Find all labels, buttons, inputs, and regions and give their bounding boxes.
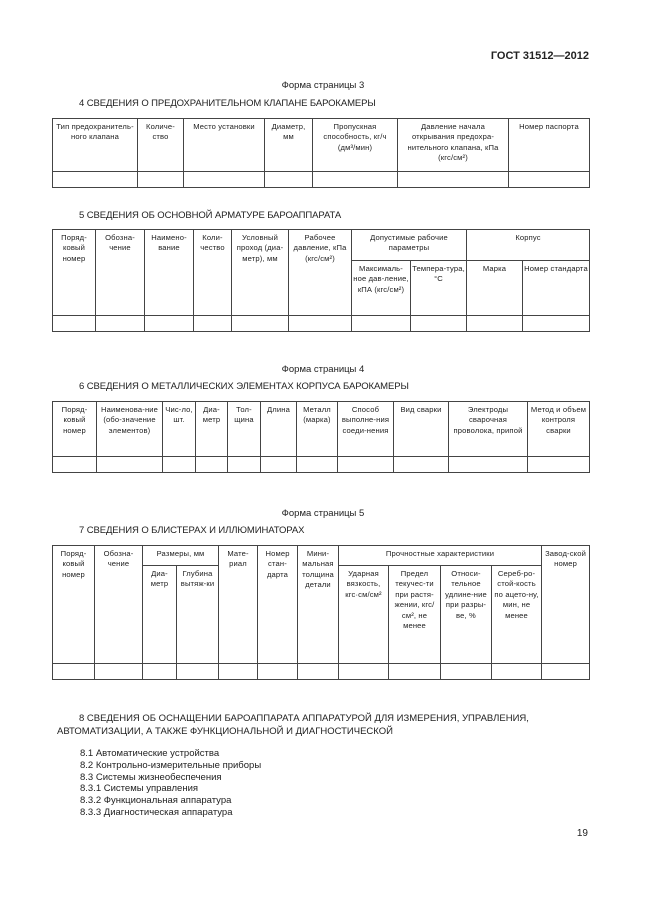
header-cell: Наименова-ние (обо-значение элементов) [97, 402, 163, 457]
header-cell: Номер стандарта [523, 261, 590, 316]
header-cell: Обозна-чение [96, 230, 145, 316]
header-cell: Тип предохранитель-ного клапана [53, 119, 138, 172]
section-8-title: 8 СВЕДЕНИЯ ОБ ОСНАЩЕНИИ БАРОАППАРАТА АППАРАТУРОЙ ДЛЯ ИЗМЕРЕНИЯ, УПРАВЛЕНИЯ, АВТОМАТИЗАЦИИ, А ТАКЖЕ ФУНКЦИОНАЛЬНОЙ И ДИАГНОСТИЧЕСКОЙ [57, 713, 529, 737]
header-cell: Диа-метр [143, 566, 177, 664]
list-item: 8.1 Автоматические устройства [80, 748, 220, 759]
table-row [53, 664, 590, 680]
header-cell: Количе-ство [138, 119, 184, 172]
section-8-list [80, 748, 261, 819]
header-cell: Метод и объем контроля сварки [528, 402, 590, 457]
header-cell: Поряд-ковый номер [53, 402, 97, 457]
header-cell: Обозна-чение [95, 546, 143, 664]
header-cell: Предел текучес-ти при растя-жении, кгс/см², не менее [389, 566, 441, 664]
header-cell: Диа-метр [196, 402, 228, 457]
header-cell: Рабочее давление, кПа (кгс/см²) [289, 230, 352, 316]
header-cell: Пропускная способность, кг/ч (дм³/мин) [313, 119, 398, 172]
header-cell: Коли-чество [194, 230, 232, 316]
section-4-title: 4 СВЕДЕНИЯ О ПРЕДОХРАНИТЕЛЬНОМ КЛАПАНЕ БАРОКАМЕРЫ [79, 98, 376, 109]
header-cell: Глубина вытяж-ки [177, 566, 219, 664]
header-cell: Мате-риал [219, 546, 258, 664]
header-group-cell: Прочностные характеристики [339, 546, 542, 566]
header-cell: Наимено-вание [145, 230, 194, 316]
list-item: 8.3.2 Функциональная аппаратура [80, 795, 232, 807]
header-cell: Мини-мальная толщина детали [298, 546, 339, 664]
header-cell: Давление начала открывания предохра-нительного клапана, кПа (кгс/см²) [398, 119, 509, 172]
table-row [53, 457, 590, 473]
header-cell: Вид сварки [394, 402, 449, 457]
table-row [53, 316, 590, 332]
header-cell: Номер стан-дарта [258, 546, 298, 664]
section-5-title: 5 СВЕДЕНИЯ ОБ ОСНОВНОЙ АРМАТУРЕ БАРОАППАРАТА [79, 210, 342, 221]
header-cell: Сереб-ро-стой-кость по ацето-ну, мин, не менее [492, 566, 542, 664]
section-7-title: 7 СВЕДЕНИЯ О БЛИСТЕРАХ И ИЛЛЮМИНАТОРАХ [79, 525, 305, 536]
form-caption-5: Форма страницы 5 [281, 508, 365, 519]
header-cell: Темпера-тура, °С [411, 261, 467, 316]
header-cell: Марка [467, 261, 523, 316]
header-group-cell: Корпус [467, 230, 590, 261]
header-cell: Диаметр, мм [265, 119, 313, 172]
header-cell: Максималь-ное дав-ление, кПА (кгс/см²) [352, 261, 411, 316]
header-cell: Поряд-ковый номер [53, 230, 96, 316]
header-cell: Металл (марка) [297, 402, 338, 457]
header-group-cell: Размеры, мм [143, 546, 219, 566]
table-blisters-windows [52, 545, 590, 680]
document-header: ГОСТ 31512—2012 [490, 50, 589, 62]
header-cell: Способ выполне-ния соеди-нения [338, 402, 394, 457]
section-6-title: 6 СВЕДЕНИЯ О МЕТАЛЛИЧЕСКИХ ЭЛЕМЕНТАХ КОРПУСА БАРОКАМЕРЫ [79, 381, 409, 392]
header-cell: Относи-тельное удлине-ние при разры-ве, % [441, 566, 492, 664]
page-number: 19 [576, 828, 588, 839]
header-cell: Длина [261, 402, 297, 457]
header-cell: Условный проход (диа-метр), мм [232, 230, 289, 316]
list-item: 8.3 Системы жизнеобеспечения [80, 771, 222, 783]
form-caption-4: Форма страницы 4 [281, 364, 365, 375]
list-item: 8.2 Контрольно-измерительные приборы [80, 759, 262, 771]
header-group-cell: Допустимые рабочие параметры [352, 230, 467, 261]
table-row [53, 172, 590, 188]
header-cell: Электроды сварочная проволока, припой [449, 402, 528, 457]
header-cell: Чис-ло, шт. [163, 402, 196, 457]
table-main-fittings [52, 229, 590, 332]
header-cell: Тол-щина [228, 402, 261, 457]
list-item: 8.3.1 Системы управления [80, 783, 199, 795]
header-cell: Ударная вязкость, кгс·см/см² [339, 566, 389, 664]
header-cell: Поряд-ковый номер [53, 546, 95, 664]
table-safety-valve [52, 118, 590, 188]
form-caption-3: Форма страницы 3 [281, 80, 365, 91]
header-cell: Место установки [184, 119, 265, 172]
header-cell: Номер паспорта [509, 119, 590, 172]
table-metal-elements [52, 401, 590, 473]
list-item: 8.3.3 Диагностическая аппаратура [80, 806, 233, 818]
header-cell: Завод-ской номер [542, 546, 590, 664]
